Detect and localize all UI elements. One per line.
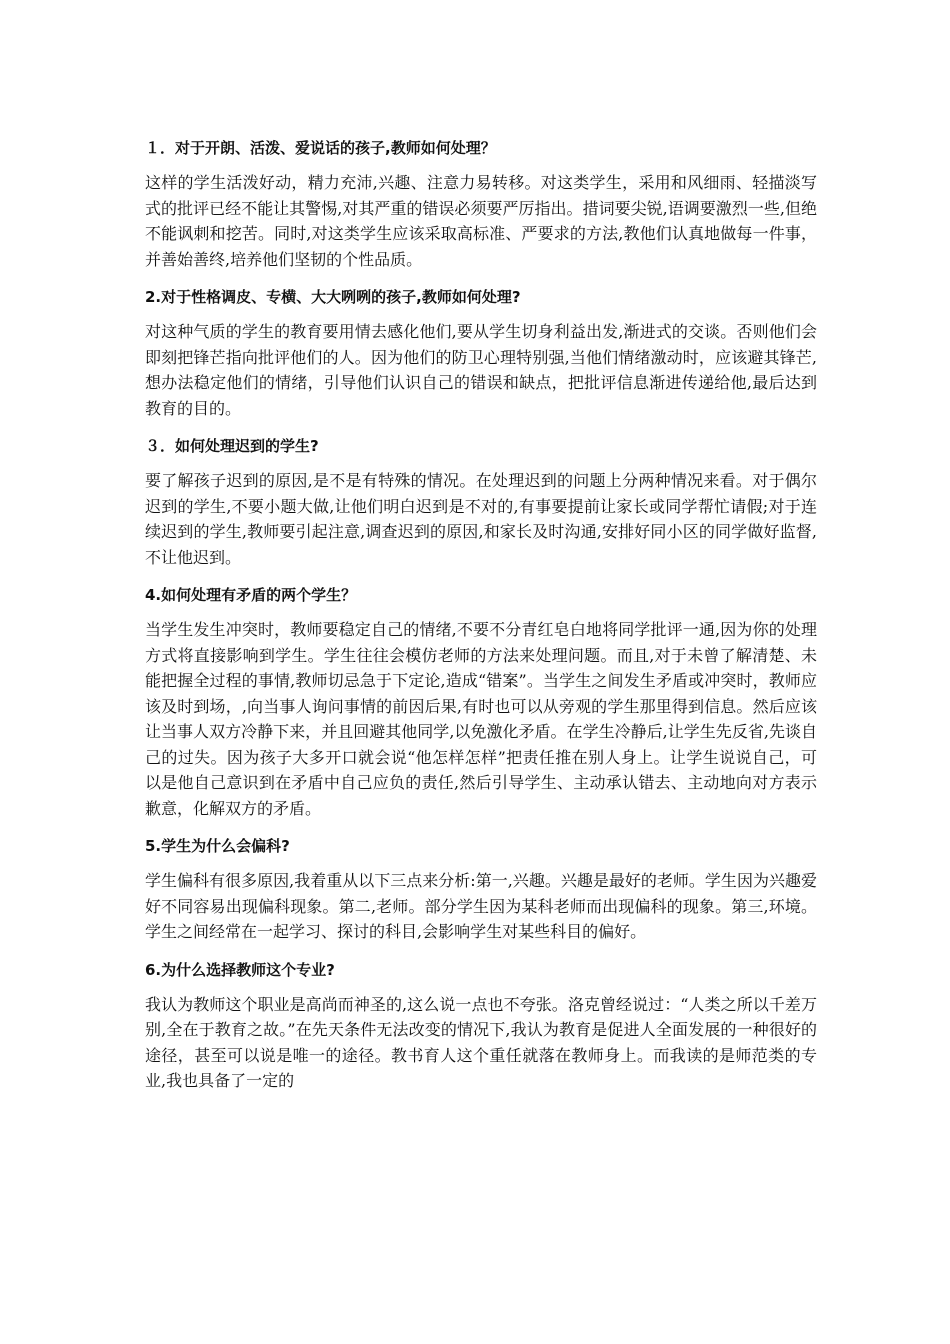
answer-paragraph: 我认为教师这个职业是高尚而神圣的,这么说一点也不夸张。洛克曾经说过：“人类之所以千差万别,全在于教育之故。”在先天条件无法改变的情况下,我认为教育是促进人全面发展的一种很好的途径，甚至可以说是唯一的途径。教书育人这个重任就落在教师身上。而我读的是师范类的专业,我也具备了一定的 <box>145 994 817 1090</box>
answer-paragraph: 当学生发生冲突时，教师要稳定自己的情绪,不要不分青红皂白地将同学批评一通,因为你的处理方式将直接影响到学生。学生往往会模仿老师的方法来处理问题。而且,对于未曾了解清楚、未能把握全过程的事情,教师切忌急于下定论,造成“错案”。当学生之间发生矛盾或冲突时，教师应该及时到场，,向当事人询问事情的前因后果,有时也可以从旁观的学生那里得到信息。然后应该让当事人双方冷静下来，并且回避其他同学,以免激化矛盾。在学生冷静后,让学生先反省,先谈自己的过失。因为孩子大多开口就会说“他怎样怎样”把责任推在别人身上。让学生说说自己，可以是他自己意识到在矛盾中自己应负的责任,然后引导学生、主动承认错去、主动地向对方表示歉意，化解双方的矛盾。 <box>145 620 817 818</box>
document-page <box>145 138 817 1109</box>
section-4 <box>145 585 817 821</box>
answer-paragraph: 要了解孩子迟到的原因,是不是有特殊的情况。在处理迟到的问题上分两种情况来看。对于偶尔迟到的学生,不要小题大做,让他们明白迟到是不对的,有事要提前让家长或同学帮忙请假;对于连续迟到的学生,教师要引起注意,调查迟到的原因,和家长及时沟通,安排好同小区的同学做好监督,不让他迟到。 <box>145 471 817 567</box>
question-heading: 2.对于性格调皮、专横、大大咧咧的孩子,教师如何处理? <box>145 288 521 306</box>
answer-paragraph: 这样的学生活泼好动，精力充沛,兴趣、注意力易转移。对这类学生，采用和风细雨、轻描淡写式的批评已经不能让其警惕,对其严重的错误必须要严厉指出。措词要尖锐,语调要激烈一些,但绝不能讽刺和挖苦。同时,对这类学生应该采取高标准、严要求的方法,教他们认真地做每一件事，并善始善终,培养他们坚韧的个性品质。 <box>145 173 817 269</box>
answer-paragraph: 对这种气质的学生的教育要用情去感化他们,要从学生切身利益出发,渐进式的交谈。否则他们会即刻把锋芒指向批评他们的人。因为他们的防卫心理特别强,当他们情绪激动时，应该避其锋芒,想办法稳定他们的情绪，引导他们认识自己的错误和缺点，把批评信息渐进传递给他,最后达到教育的目的。 <box>145 322 817 418</box>
question-heading: 5.学生为什么会偏科? <box>145 837 290 855</box>
question-heading: 4.如何处理有矛盾的两个学生？ <box>145 586 357 604</box>
question-heading: 6.为什么选择教师这个专业? <box>145 960 335 979</box>
section-1 <box>145 138 817 272</box>
section-2 <box>145 287 817 421</box>
question-heading: ３．如何处理迟到的学生? <box>145 437 319 455</box>
section-6 <box>145 960 817 1094</box>
section-3 <box>145 436 817 570</box>
question-heading: １．对于开朗、活泼、爱说话的孩子,教师如何处理？ <box>145 139 496 157</box>
answer-paragraph: 学生偏科有很多原因,我着重从以下三点来分析:第一,兴趣。兴趣是最好的老师。学生因为兴趣爱好不同容易出现偏科现象。第二,老师。部分学生因为某科老师而出现偏科的现象。第三,环境。学生之间经常在一起学习、探讨的科目,会影响学生对某些科目的偏好。 <box>145 871 817 941</box>
section-5 <box>145 836 817 945</box>
